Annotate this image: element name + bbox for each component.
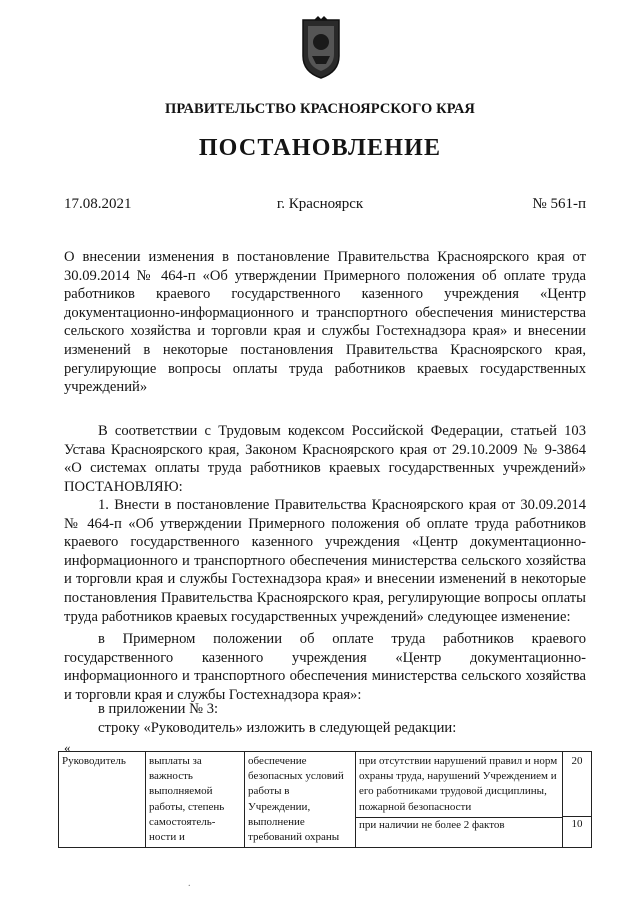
document-subject: О внесении изменения в постановление Правительства Красноярского края от 30.09.2014 № 464-п «Об утверждении Примерного положения об оплате труда работников краевого государственного казенного учреждения «Центр документационно-информационного и транспортного обеспечения министерства сельского хозяйства и торговли края и службы Гостехнадзора края» и внесении изменений в некоторые постановления Правительства Красноярского края, регулирующие вопросы оплаты труда работников краевых государственных учреждений» <box>64 249 586 396</box>
coat-of-arms-icon <box>298 16 344 80</box>
clause-1-subparagraph: в Примерном положении об оплате труда работников краевого государственного казенного учреждения «Центр документационно-информационного и транспортного обеспечения министерства сельского хозяйства и торговли края и службы Гостехнадзора края»: <box>64 631 586 703</box>
payments-table <box>58 751 592 848</box>
document-date: 17.08.2021 <box>64 196 132 212</box>
document-type: ПОСТАНОВЛЕНИЕ <box>198 135 442 161</box>
scan-dot-mark: . <box>188 878 191 889</box>
payment-type-cell: выплаты за важность выполняемой работы, степень самостоятель-ности и <box>146 752 245 848</box>
table-row <box>59 752 592 848</box>
clause-1-paragraph: 1. Внести в постановление Правительства Красноярского края от 30.09.2014 № 464-п «Об утверждении Примерного положения об оплате труда работников краевого государственного казенного учреждения «Центр документационно-информационного и транспортного обеспечения министерства сельского хозяйства и торговли края и службы Гостехнадзора края» и внесении изменений в некоторые постановления Правительства Красноярского края, регулирующие вопросы оплаты труда работников краевых государственных учреждений» следующее изменение: <box>64 497 586 625</box>
position-cell: Руководитель <box>59 752 146 848</box>
condition-2: при наличии не более 2 фактов <box>356 817 562 833</box>
points-cell <box>563 752 592 848</box>
condition-1: при отсутствии нарушений правил и норм охраны труда, нарушений Учреждением и его работниками трудовой дисциплины, пожарной безопасности <box>359 755 558 813</box>
document-city: г. Красноярск <box>276 196 364 212</box>
points-2: 10 <box>563 816 591 832</box>
preamble-paragraph: В соответствии с Трудовым кодексом Российской Федерации, статьей 103 Устава Красноярского края, Законом Красноярского края от 29.10.2009 № 9-3864 «О системах оплаты труда работников краевых государственных учреждений» ПОСТАНОВЛЯЮ: <box>64 423 586 495</box>
opening-quote-mark: « <box>64 740 71 755</box>
appendix-reference: в приложении № 3: <box>98 701 219 717</box>
criterion-cell: обеспечение безопасных условий работы в Учреждении, выполнение требований охраны <box>245 752 356 848</box>
condition-cell <box>356 752 563 848</box>
document-number: № 561-п <box>532 196 586 212</box>
points-1: 20 <box>571 755 583 767</box>
row-replacement-instruction: строку «Руководитель» изложить в следующей редакции: <box>98 720 457 736</box>
government-name: ПРАВИТЕЛЬСТВО КРАСНОЯРСКОГО КРАЯ <box>164 101 475 117</box>
